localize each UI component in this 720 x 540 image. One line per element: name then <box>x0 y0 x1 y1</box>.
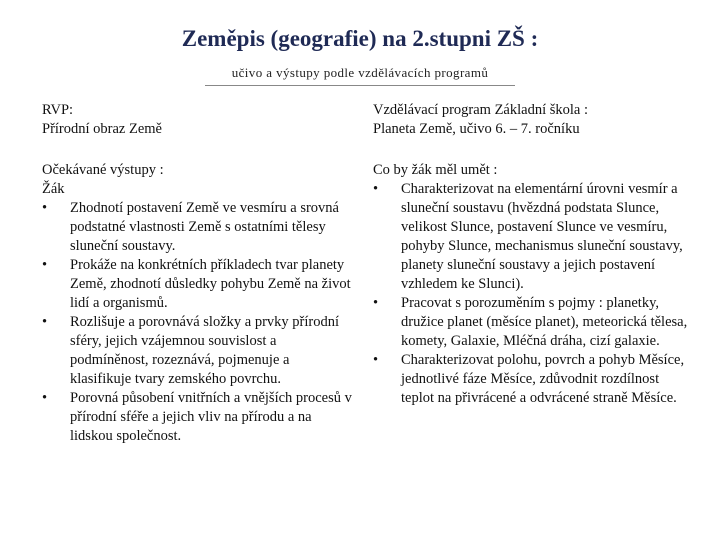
list-item-text: Prokáže na konkrétních příkladech tvar planety Země, zhodnotí důsledky pohybu Země na život lidí a organismů. <box>70 257 351 311</box>
zs-outcomes-title: Co by žák měl umět : <box>373 162 498 178</box>
list-item-text: Charakterizovat na elementární úrovni vesmír a sluneční soustavu (hvězdná podstata Slunce, velikost Slunce, postavení Slunce ve vesmíru, pohyby Slunce, mechanismus sluneční soustavy, planety sluneční soustavy a jejich postavení vzhledem ke Slunci). <box>401 181 683 292</box>
list-item <box>373 294 693 351</box>
bullet-icon: • <box>373 181 379 197</box>
zs-topic: Planeta Země, učivo 6. – 7. ročníku <box>373 121 580 137</box>
page-title: Zeměpis (geografie) na 2.stupni ZŠ : <box>181 26 539 51</box>
page-subtitle: učivo a výstupy podle vzdělávacích programů <box>231 65 489 80</box>
zs-program-column <box>373 101 693 408</box>
bullet-icon: • <box>373 352 379 368</box>
list-item <box>42 313 352 389</box>
bullet-icon: • <box>42 200 48 216</box>
list-item-text: Rozlišuje a porovnává složky a prvky přírodní sféry, jejich vzájemnou souvislost a podmíněnost, rozeznává, pojmenuje a klasifikuje tvary zemského povrchu. <box>70 314 339 387</box>
subtitle-divider <box>205 85 515 86</box>
list-item-text: Charakterizovat polohu, povrch a pohyb Měsíce, jednotlivé fáze Měsíce, zdůvodnit rozdílnost teplot na přivrácené a odvrácené straně Měsíce. <box>401 352 685 406</box>
list-item-text: Porovná působení vnitřních a vnějších procesů v přírodní sféře a jejich vliv na přírodu a na lidskou společnost. <box>70 390 352 444</box>
rvp-outcomes-subject: Žák <box>42 181 65 197</box>
list-item-text: Pracovat s porozuměním s pojmy : planetky, družice planet (měsíce planet), meteorická tělesa, komety, Galaxie, Mléčná dráha, cizí galaxie. <box>401 295 688 349</box>
zs-heading: Vzdělávací program Základní škola : <box>373 102 589 118</box>
list-item-text: Zhodnotí postavení Země ve vesmíru a srovná podstatné vlastnosti Země s ostatními tělesy sluneční soustavy. <box>70 200 339 254</box>
rvp-topic: Přírodní obraz Země <box>42 121 162 137</box>
bullet-icon: • <box>373 295 379 311</box>
rvp-column <box>42 101 352 446</box>
zs-outcomes-list <box>373 180 693 408</box>
list-item <box>373 351 693 408</box>
bullet-icon: • <box>42 390 48 406</box>
list-item <box>42 199 352 256</box>
spacer <box>42 139 352 161</box>
bullet-icon: • <box>42 314 48 330</box>
rvp-outcomes-title: Očekávané výstupy : <box>42 162 164 178</box>
list-item <box>42 256 352 313</box>
rvp-outcomes-list <box>42 199 352 446</box>
list-item <box>373 180 693 294</box>
spacer <box>373 139 693 161</box>
list-item <box>42 389 352 446</box>
bullet-icon: • <box>42 257 48 273</box>
rvp-heading: RVP: <box>42 102 74 118</box>
